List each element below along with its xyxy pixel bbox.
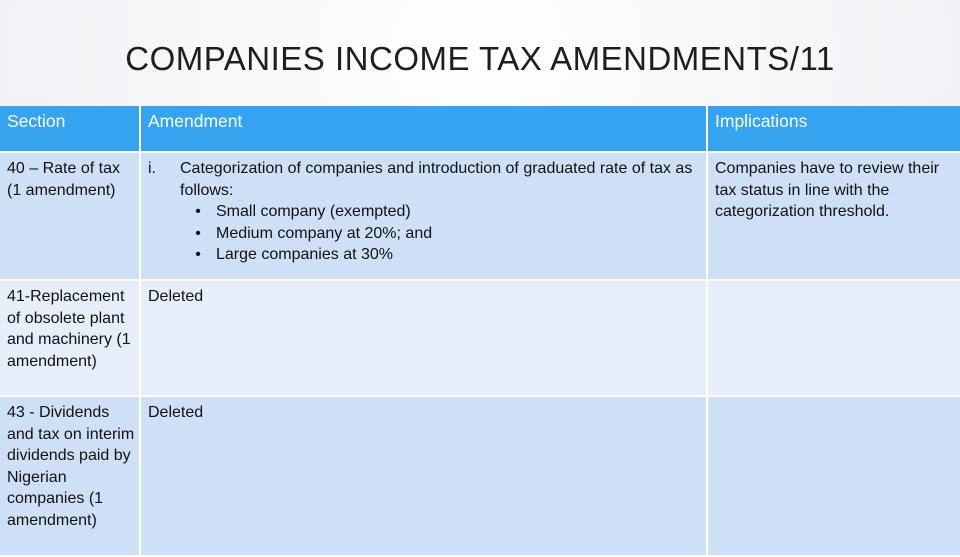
amendments-table	[0, 106, 960, 557]
implications-cell	[707, 280, 960, 396]
bullet-icon: •	[195, 246, 201, 264]
list-item	[180, 201, 699, 223]
bullet-icon: •	[195, 203, 201, 221]
header-amendment: Amendment	[140, 106, 707, 152]
amendment-bullet-list	[180, 201, 699, 266]
section-cell: 40 – Rate of tax (1 amendment)	[0, 152, 140, 280]
table-row	[0, 152, 960, 280]
bullet-icon: •	[195, 224, 201, 242]
implications-cell	[707, 396, 960, 556]
amendment-cell: Deleted	[140, 280, 707, 396]
list-item	[180, 244, 699, 266]
header-section: Section	[0, 106, 140, 152]
amendment-number: i.	[148, 160, 156, 177]
amendment-text: Categorization of companies and introduction of graduated rate of tax as follows:	[180, 160, 693, 199]
bullet-text: Large companies at 30%	[216, 246, 393, 264]
header-implications: Implications	[707, 106, 960, 152]
slide-title: COMPANIES INCOME TAX AMENDMENTS/11	[125, 40, 835, 77]
table-row	[0, 280, 960, 396]
table-header-row	[0, 106, 960, 152]
implications-cell: Companies have to review their tax status in line with the categorization threshold.	[707, 152, 960, 280]
bullet-text: Medium company at 20%; and	[216, 224, 433, 242]
amendment-cell	[140, 152, 707, 280]
list-item	[180, 223, 699, 245]
amendment-cell: Deleted	[140, 396, 707, 556]
section-cell: 43 - Dividends and tax on interim dividends paid by Nigerian companies (1 amendment)	[0, 396, 140, 556]
bullet-text: Small company (exempted)	[216, 203, 411, 221]
table-row	[0, 396, 960, 556]
section-cell: 41-Replacement of obsolete plant and machinery (1 amendment)	[0, 280, 140, 396]
